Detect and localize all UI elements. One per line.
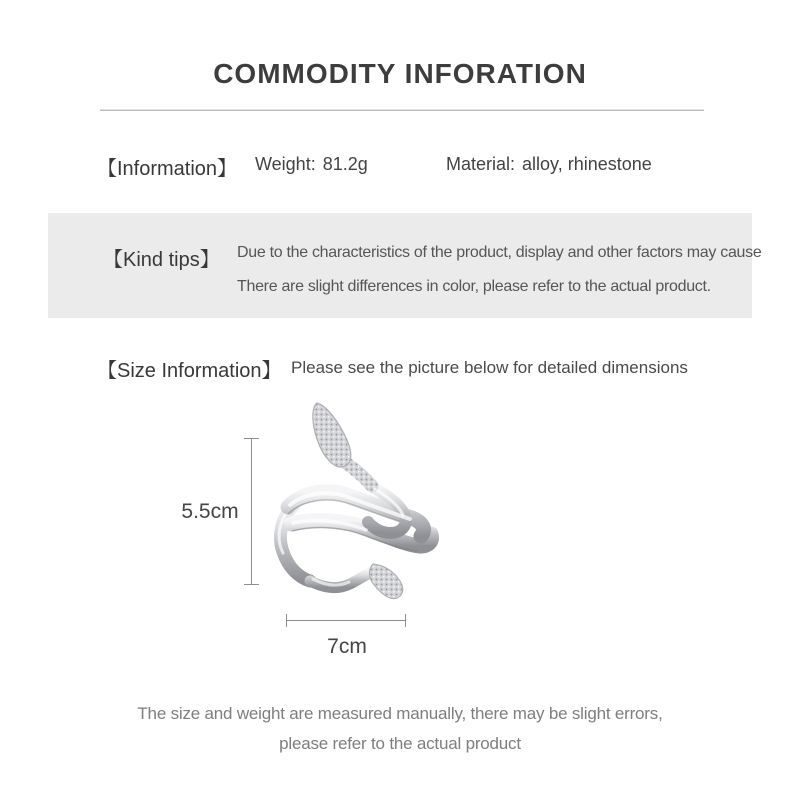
- size-information-description: Please see the picture below for detailed dimensions: [291, 358, 688, 377]
- weight-label: Weight:: [255, 154, 316, 174]
- title-divider: [100, 109, 704, 111]
- height-dimension-label: 5.5cm: [181, 500, 239, 523]
- information-row: [0, 151, 800, 180]
- kind-tips-band: [48, 213, 762, 318]
- page-title: COMMODITY INFORATION: [213, 58, 587, 89]
- footer-line-1: The size and weight are measured manually, there may be slight errors,: [137, 704, 663, 723]
- width-dimension-cap-right: [405, 614, 406, 627]
- footer-disclaimer: [0, 699, 800, 759]
- weight-field: [255, 154, 368, 175]
- weight-value: 81.2g: [322, 154, 368, 174]
- product-dimension-figure: [140, 390, 660, 670]
- kind-tips-line-1: Due to the characteristics of the product, display and other factors may cause: [237, 244, 762, 261]
- kind-tips-label: 【Kind tips】: [103, 249, 220, 271]
- material-label: Material:: [446, 154, 516, 174]
- width-dimension-line: [286, 620, 406, 621]
- information-label: 【Information】: [97, 158, 238, 180]
- kind-tips-line-2: There are slight differences in color, please refer to the actual product.: [237, 278, 711, 295]
- kind-tips-text: [237, 236, 762, 304]
- size-information-label: 【Size Information】: [97, 360, 282, 382]
- height-dimension-line: [251, 438, 252, 585]
- material-field: [446, 154, 652, 175]
- size-information-row: [0, 353, 800, 382]
- height-dimension-cap-top: [244, 438, 259, 439]
- width-dimension-label: 7cm: [327, 635, 367, 658]
- width-dimension-cap-left: [286, 614, 287, 627]
- height-dimension-cap-bottom: [244, 584, 259, 585]
- product-photo-snake-ring: [270, 393, 470, 613]
- footer-line-2: please refer to the actual product: [279, 734, 521, 753]
- material-value: alloy, rhinestone: [522, 154, 652, 174]
